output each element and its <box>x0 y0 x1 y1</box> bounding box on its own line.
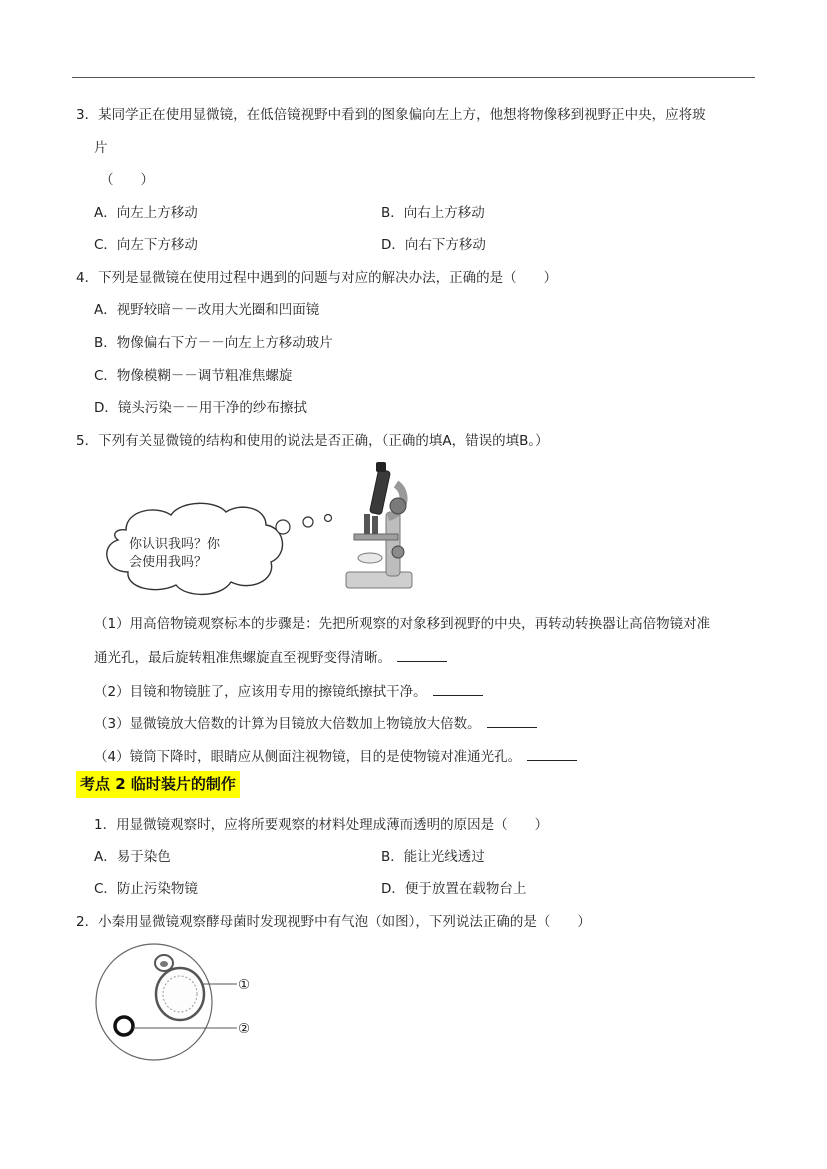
p1-option-c: C．防止污染物镜 <box>94 881 198 897</box>
q5-statement-4-text: （4）镜筒下降时，眼睛应从侧面注视物镜，目的是使物镜对准通光孔。 <box>94 749 522 765</box>
section-heading: 考点 2 临时装片的制作 <box>76 771 240 798</box>
answer-blank-2[interactable] <box>433 681 483 696</box>
q5-statement-3-text: （3）显微镜放大倍数的计算为目镜放大倍数加上物镜放大倍数。 <box>94 716 481 732</box>
figure-label-2: ② <box>238 1021 251 1037</box>
q5-statement-1-text: 通光孔，最后旋转粗准焦螺旋直至视野变得清晰。 <box>94 650 391 666</box>
figure-label-1: ① <box>238 977 251 993</box>
q3-option-a: A．向左上方移动 <box>94 205 198 221</box>
q4-option-b: B．物像偏右下方－－向左上方移动玻片 <box>94 335 333 351</box>
q3-stem-cont: 片 <box>94 140 108 156</box>
q5-statement-1: （1）用高倍物镜观察标本的步骤是：先把所观察的对象移到视野的中央，再转动转换器让高倍物镜对准 <box>94 616 711 632</box>
q4-option-a: A．视野较暗－－改用大光圈和凹面镜 <box>94 302 320 318</box>
q4-option-c: C．物像模糊－－调节粗准焦螺旋 <box>94 368 293 384</box>
q3-answer-paren: （ ） <box>100 172 154 188</box>
p1-option-b: B．能让光线透过 <box>381 849 485 865</box>
q4-option-d: D．镜头污染－－用干净的纱布擦拭 <box>94 400 307 416</box>
answer-blank-3[interactable] <box>487 713 537 728</box>
q3-option-c: C．向左下方移动 <box>94 237 198 253</box>
q5-statement-1-cont <box>94 647 447 668</box>
q3-option-d: D．向右下方移动 <box>381 237 486 253</box>
answer-blank-4[interactable] <box>527 746 577 761</box>
cloud-text-line1: 你认识我吗？你 <box>129 537 221 552</box>
microscope-illustration <box>340 462 418 592</box>
q5-statement-3 <box>94 713 537 734</box>
answer-blank-1[interactable] <box>397 647 447 662</box>
q5-statement-2-text: （2）目镜和物镜脏了，应该用专用的擦镜纸擦拭干净。 <box>94 684 427 700</box>
q3-stem: 3．某同学正在使用显微镜，在低倍镜视野中看到的图象偏向左上方，他想将物像移到视野正中央，应将玻 <box>76 107 706 123</box>
q5-statement-4 <box>94 746 577 767</box>
cloud-text-line2: 会使用我吗？ <box>129 555 208 570</box>
p1-option-d: D．便于放置在载物台上 <box>381 881 527 897</box>
q5-stem: 5．下列有关显微镜的结构和使用的说法是否正确，（正确的填A，错误的填B。） <box>76 433 549 449</box>
p2-stem: 2．小秦用显微镜观察酵母菌时发现视野中有气泡（如图），下列说法正确的是（ ） <box>76 914 591 930</box>
q5-statement-2 <box>94 681 483 702</box>
p1-stem: 1．用显微镜观察时，应将所要观察的材料处理成薄而透明的原因是（ ） <box>94 817 549 833</box>
q3-option-b: B．向右上方移动 <box>381 205 485 221</box>
microscope-field-of-view-figure <box>92 942 272 1064</box>
p1-option-a: A．易于染色 <box>94 849 171 865</box>
header-rule <box>72 77 755 78</box>
q4-stem: 4．下列是显微镜在使用过程中遇到的问题与对应的解决办法，正确的是（ ） <box>76 270 558 286</box>
